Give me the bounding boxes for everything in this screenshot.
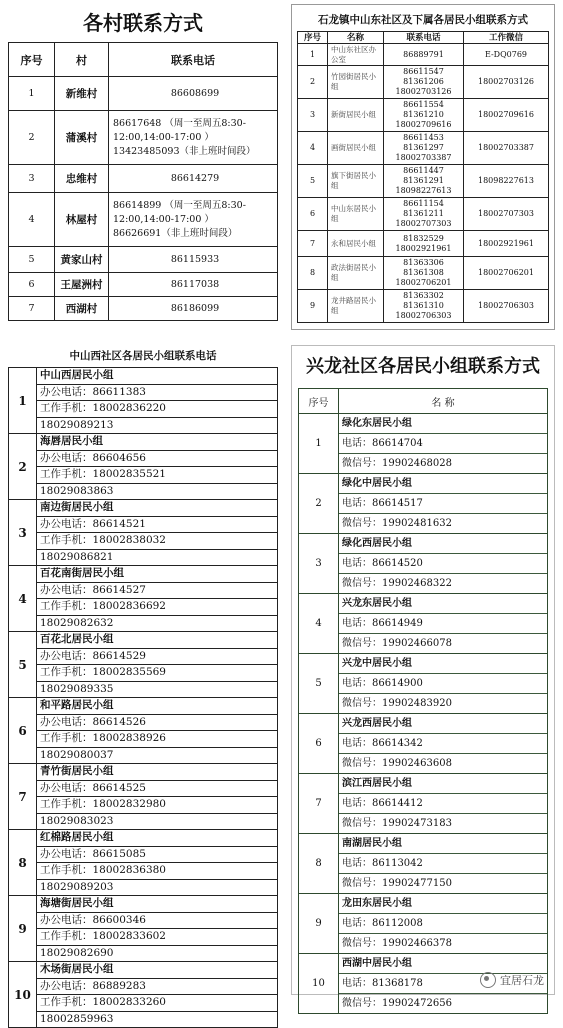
table-row bbox=[9, 896, 278, 962]
header-no: 序号 bbox=[298, 32, 328, 44]
table-row bbox=[298, 198, 549, 231]
work-mobile: 工作手机：18002836692 bbox=[37, 599, 277, 616]
phone-line: 86617648 （周一至周五8:30- bbox=[113, 117, 246, 129]
office-phone: 办公电话：86615085 bbox=[37, 847, 277, 864]
work-mobile: 工作手机：18002836220 bbox=[37, 401, 277, 418]
row-no: 1 bbox=[9, 368, 37, 434]
phone: 电话：86614900 bbox=[339, 674, 547, 694]
phone-line: 18002706201 bbox=[395, 278, 452, 287]
phone-line: 18002709616 bbox=[395, 120, 452, 129]
table-row bbox=[299, 774, 548, 834]
phone-line: 81361308 bbox=[403, 268, 444, 277]
row-name: 龙井路居民小组 bbox=[328, 290, 384, 323]
phone: 电话：86614412 bbox=[339, 794, 547, 814]
table-row bbox=[298, 257, 549, 290]
row-phone bbox=[109, 297, 278, 321]
phone-line: 12:00,14:00-17:00 ） bbox=[113, 213, 214, 225]
extra-phone: 18029089335 bbox=[40, 682, 114, 695]
watermark-text: 宜居石龙 bbox=[500, 974, 544, 987]
row-phones bbox=[384, 290, 464, 323]
row-phone bbox=[109, 247, 278, 273]
xinglong-table bbox=[298, 388, 548, 1014]
phone: 电话：86614520 bbox=[339, 554, 547, 574]
table-row bbox=[9, 247, 278, 273]
row-details bbox=[37, 962, 278, 1028]
row-phone bbox=[109, 165, 278, 193]
row-no: 7 bbox=[9, 297, 55, 321]
table-row bbox=[9, 632, 278, 698]
row-details bbox=[339, 714, 548, 774]
row-name: 永和居民小组 bbox=[328, 231, 384, 257]
phone-line: 18002703126 bbox=[395, 87, 452, 96]
row-details bbox=[37, 698, 278, 764]
phone-line: 86611547 bbox=[403, 67, 444, 76]
row-no: 6 bbox=[299, 714, 339, 774]
phone-line: 81361310 bbox=[403, 301, 444, 310]
row-wechat: 18002703387 bbox=[464, 132, 549, 165]
row-phones bbox=[384, 99, 464, 132]
work-mobile: 工作手机：18002836380 bbox=[37, 863, 277, 880]
row-no: 6 bbox=[298, 198, 328, 231]
header-no: 序号 bbox=[299, 389, 339, 414]
wechat-id: 微信号：19902483920 bbox=[342, 698, 452, 709]
phone: 电话：81368178 bbox=[339, 974, 547, 994]
group-name: 滨江西居民小组 bbox=[339, 774, 547, 794]
group-name: 海塘街居民小组 bbox=[37, 896, 277, 913]
group-name: 和平路居民小组 bbox=[37, 698, 277, 715]
office-phone: 办公电话：86614521 bbox=[37, 517, 277, 534]
phone-line: 86611447 bbox=[403, 166, 444, 175]
row-wechat: 18002707303 bbox=[464, 198, 549, 231]
group-name: 龙田东居民小组 bbox=[339, 894, 547, 914]
extra-phone: 18029083023 bbox=[40, 814, 114, 827]
wechat-id: 微信号：19902477150 bbox=[342, 878, 452, 889]
group-name: 兴龙东居民小组 bbox=[339, 594, 547, 614]
table-row bbox=[299, 534, 548, 594]
row-no: 4 bbox=[9, 566, 37, 632]
zhongshan-east-title: 石龙镇中山东社区及下属各居民小组联系方式 bbox=[318, 14, 528, 26]
table-row bbox=[299, 594, 548, 654]
row-wechat: 18002921961 bbox=[464, 231, 549, 257]
row-name: 新街居民小组 bbox=[328, 99, 384, 132]
row-no: 1 bbox=[299, 414, 339, 474]
phone-line: 12:00,14:00-17:00 ） bbox=[113, 131, 214, 143]
group-name: 百花南街居民小组 bbox=[37, 566, 277, 583]
village-contacts-title: 各村联系方式 bbox=[83, 11, 203, 35]
header-name: 名 称 bbox=[339, 389, 548, 414]
group-name: 绿化西居民小组 bbox=[339, 534, 547, 554]
table-row bbox=[299, 474, 548, 534]
row-no: 3 bbox=[299, 534, 339, 594]
row-no: 5 bbox=[9, 247, 55, 273]
xinglong-title: 兴龙社区各居民小组联系方式 bbox=[306, 356, 540, 377]
row-no: 4 bbox=[299, 594, 339, 654]
phone-line: 18002921961 bbox=[395, 243, 452, 253]
phone-line: 81363306 bbox=[403, 258, 444, 267]
office-phone: 办公电话：86614529 bbox=[37, 649, 277, 666]
row-no: 8 bbox=[299, 834, 339, 894]
phone-line: 86186099 bbox=[170, 302, 220, 314]
extra-phone: 18029089203 bbox=[40, 880, 114, 893]
row-phones bbox=[384, 132, 464, 165]
phone-line: 86611453 bbox=[403, 133, 444, 142]
phone-line: 81361291 bbox=[403, 176, 444, 185]
row-no: 8 bbox=[298, 257, 328, 290]
row-details bbox=[339, 654, 548, 714]
table-row bbox=[9, 830, 278, 896]
table-row bbox=[299, 414, 548, 474]
group-name: 西湖中居民小组 bbox=[339, 954, 547, 974]
row-details bbox=[37, 434, 278, 500]
phone-line: 81361297 bbox=[403, 143, 444, 152]
row-details bbox=[339, 534, 548, 594]
row-no: 5 bbox=[299, 654, 339, 714]
row-village: 王屋洲村 bbox=[55, 273, 109, 297]
row-phone bbox=[109, 77, 278, 111]
row-no: 7 bbox=[298, 231, 328, 257]
row-name: 中山东居民小组 bbox=[328, 198, 384, 231]
phone-line: 18098227613 bbox=[395, 186, 452, 195]
header-phone: 联系电话 bbox=[109, 43, 278, 77]
village-contacts-table bbox=[8, 42, 278, 321]
table-row bbox=[298, 165, 549, 198]
group-name: 绿化东居民小组 bbox=[339, 414, 547, 434]
group-name: 红棉路居民小组 bbox=[37, 830, 277, 847]
table-row bbox=[9, 77, 278, 111]
row-no: 3 bbox=[9, 500, 37, 566]
table-row bbox=[9, 764, 278, 830]
phone-line: 81361206 bbox=[403, 77, 444, 86]
table-row bbox=[9, 111, 278, 165]
phone-line: 86115933 bbox=[170, 253, 220, 265]
phone-line: 18002706303 bbox=[395, 311, 452, 320]
extra-phone: 18029082632 bbox=[40, 616, 114, 629]
table-row bbox=[9, 434, 278, 500]
group-name: 南湖居民小组 bbox=[339, 834, 547, 854]
phone-line: 81363302 bbox=[403, 291, 444, 300]
zhongshan-west-title: 中山西社区各居民小组联系电话 bbox=[69, 350, 217, 362]
table-row bbox=[298, 44, 549, 66]
row-no: 9 bbox=[9, 896, 37, 962]
row-no: 4 bbox=[9, 193, 55, 247]
row-details bbox=[37, 896, 278, 962]
phone-line: 18002703387 bbox=[395, 153, 452, 162]
wechat-account-icon bbox=[480, 972, 496, 988]
row-details bbox=[339, 594, 548, 654]
row-name: 竹园街居民小组 bbox=[328, 66, 384, 99]
row-village: 黄家山村 bbox=[55, 247, 109, 273]
phone-line: 86608699 bbox=[170, 87, 220, 99]
phone-line: 81361211 bbox=[403, 209, 444, 218]
wechat-id: 微信号：19902468028 bbox=[342, 458, 452, 469]
row-details bbox=[339, 774, 548, 834]
extra-phone: 18002859963 bbox=[40, 1012, 114, 1025]
row-no: 2 bbox=[9, 111, 55, 165]
header-name: 名称 bbox=[328, 32, 384, 44]
row-phones bbox=[384, 231, 464, 257]
row-no: 10 bbox=[9, 962, 37, 1028]
work-mobile: 工作手机：18002838032 bbox=[37, 533, 277, 550]
row-no: 3 bbox=[298, 99, 328, 132]
work-mobile: 工作手机：18002832980 bbox=[37, 797, 277, 814]
xinglong-panel bbox=[291, 345, 555, 1009]
row-details bbox=[339, 894, 548, 954]
row-wechat: E-DQ0769 bbox=[464, 44, 549, 66]
office-phone: 办公电话：86614527 bbox=[37, 583, 277, 600]
office-phone: 办公电话：86604656 bbox=[37, 451, 277, 468]
extra-phone: 18029080037 bbox=[40, 748, 114, 761]
row-phone bbox=[109, 193, 278, 247]
wechat-id: 微信号：19902466078 bbox=[342, 638, 452, 649]
row-phones bbox=[384, 198, 464, 231]
zhongshan-east-table bbox=[297, 31, 549, 323]
table-row bbox=[9, 273, 278, 297]
table-row bbox=[298, 99, 549, 132]
phone-line: 13423485093（非上班时间段） bbox=[113, 145, 256, 157]
wechat-id: 微信号：19902463608 bbox=[342, 758, 452, 769]
row-details bbox=[37, 368, 278, 434]
table-row bbox=[9, 368, 278, 434]
row-details bbox=[37, 830, 278, 896]
table-row bbox=[299, 894, 548, 954]
zhongshan-west-table bbox=[8, 367, 278, 1028]
group-name: 青竹街居民小组 bbox=[37, 764, 277, 781]
wechat-id: 微信号：19902472656 bbox=[342, 998, 452, 1009]
row-no: 9 bbox=[299, 894, 339, 954]
phone-line: 81832529 bbox=[403, 233, 444, 243]
row-details bbox=[339, 414, 548, 474]
watermark bbox=[480, 972, 544, 988]
table-row bbox=[299, 654, 548, 714]
row-name: 政法街居民小组 bbox=[328, 257, 384, 290]
work-mobile: 工作手机：18002833260 bbox=[37, 995, 277, 1012]
group-name: 兴龙西居民小组 bbox=[339, 714, 547, 734]
row-wechat: 18002706303 bbox=[464, 290, 549, 323]
header-village: 村 bbox=[55, 43, 109, 77]
phone: 电话：86614949 bbox=[339, 614, 547, 634]
row-wechat: 18098227613 bbox=[464, 165, 549, 198]
table-row bbox=[9, 297, 278, 321]
row-name: 中山东社区办公室 bbox=[328, 44, 384, 66]
phone-line: 86117038 bbox=[170, 278, 220, 290]
row-wechat: 18002706201 bbox=[464, 257, 549, 290]
row-no: 7 bbox=[9, 764, 37, 830]
extra-phone: 18029089213 bbox=[40, 418, 114, 431]
table-row bbox=[9, 500, 278, 566]
table-row bbox=[298, 290, 549, 323]
zhongshan-east-panel bbox=[291, 4, 555, 330]
row-phone bbox=[109, 273, 278, 297]
office-phone: 办公电话：86600346 bbox=[37, 913, 277, 930]
group-name: 海唇居民小组 bbox=[37, 434, 277, 451]
row-details bbox=[37, 632, 278, 698]
extra-phone: 18029082690 bbox=[40, 946, 114, 959]
table-row bbox=[9, 165, 278, 193]
phone: 电话：86614517 bbox=[339, 494, 547, 514]
phone: 电话：86113042 bbox=[339, 854, 547, 874]
group-name: 兴龙中居民小组 bbox=[339, 654, 547, 674]
row-details bbox=[339, 474, 548, 534]
phone-line: 86611154 bbox=[403, 199, 444, 208]
row-village: 林屋村 bbox=[55, 193, 109, 247]
row-name: 旗下街居民小组 bbox=[328, 165, 384, 198]
row-no: 5 bbox=[9, 632, 37, 698]
row-details bbox=[339, 834, 548, 894]
phone: 电话：86614704 bbox=[339, 434, 547, 454]
table-row bbox=[9, 962, 278, 1028]
extra-phone: 18029083863 bbox=[40, 484, 114, 497]
row-no: 8 bbox=[9, 830, 37, 896]
table-row bbox=[9, 698, 278, 764]
phone-line: 86611554 bbox=[403, 100, 444, 109]
phone: 电话：86112008 bbox=[339, 914, 547, 934]
row-no: 7 bbox=[299, 774, 339, 834]
row-no: 2 bbox=[299, 474, 339, 534]
row-wechat: 18002709616 bbox=[464, 99, 549, 132]
row-details bbox=[37, 566, 278, 632]
table-row bbox=[299, 834, 548, 894]
phone-line: 18002707303 bbox=[395, 219, 452, 228]
row-phones bbox=[384, 165, 464, 198]
row-no: 2 bbox=[9, 434, 37, 500]
office-phone: 办公电话：86614525 bbox=[37, 781, 277, 798]
work-mobile: 工作手机：18002835521 bbox=[37, 467, 277, 484]
table-row bbox=[9, 193, 278, 247]
row-no: 10 bbox=[299, 954, 339, 1014]
wechat-id: 微信号：19902473183 bbox=[342, 818, 452, 829]
header-no: 序号 bbox=[9, 43, 55, 77]
row-no: 2 bbox=[298, 66, 328, 99]
work-mobile: 工作手机：18002833602 bbox=[37, 929, 277, 946]
village-contacts-panel bbox=[8, 4, 278, 330]
row-no: 3 bbox=[9, 165, 55, 193]
row-village: 忠维村 bbox=[55, 165, 109, 193]
row-no: 6 bbox=[9, 698, 37, 764]
group-name: 百花北居民小组 bbox=[37, 632, 277, 649]
row-details bbox=[37, 500, 278, 566]
phone-line: 86614279 bbox=[170, 172, 220, 184]
row-no: 6 bbox=[9, 273, 55, 297]
table-row bbox=[298, 231, 549, 257]
row-village: 西湖村 bbox=[55, 297, 109, 321]
row-no: 1 bbox=[298, 44, 328, 66]
row-no: 9 bbox=[298, 290, 328, 323]
phone-line: 86889791 bbox=[403, 49, 444, 59]
row-phones bbox=[384, 44, 464, 66]
office-phone: 办公电话：86614526 bbox=[37, 715, 277, 732]
row-phones bbox=[384, 66, 464, 99]
row-phone bbox=[109, 111, 278, 165]
zhongshan-west-panel bbox=[8, 345, 278, 1025]
row-no: 1 bbox=[9, 77, 55, 111]
office-phone: 办公电话：86889283 bbox=[37, 979, 277, 996]
table-row bbox=[298, 66, 549, 99]
phone: 电话：86614342 bbox=[339, 734, 547, 754]
table-row bbox=[9, 566, 278, 632]
group-name: 中山西居民小组 bbox=[37, 368, 277, 385]
row-wechat: 18002703126 bbox=[464, 66, 549, 99]
row-details bbox=[37, 764, 278, 830]
group-name: 木场街居民小组 bbox=[37, 962, 277, 979]
phone-line: 86626691（非上班时间段） bbox=[113, 227, 238, 239]
table-row bbox=[299, 714, 548, 774]
row-no: 4 bbox=[298, 132, 328, 165]
row-no: 5 bbox=[298, 165, 328, 198]
table-row bbox=[298, 132, 549, 165]
extra-phone: 18029086821 bbox=[40, 550, 114, 563]
wechat-id: 微信号：19902481632 bbox=[342, 518, 452, 529]
row-village: 新维村 bbox=[55, 77, 109, 111]
office-phone: 办公电话：86611383 bbox=[37, 385, 277, 402]
phone-line: 86614899 （周一至周五8:30- bbox=[113, 199, 246, 211]
phone-line: 81361210 bbox=[403, 110, 444, 119]
row-name: 画街居民小组 bbox=[328, 132, 384, 165]
header-wechat: 工作微信 bbox=[464, 32, 549, 44]
group-name: 绿化中居民小组 bbox=[339, 474, 547, 494]
header-phone: 联系电话 bbox=[384, 32, 464, 44]
work-mobile: 工作手机：18002835569 bbox=[37, 665, 277, 682]
wechat-id: 微信号：19902468322 bbox=[342, 578, 452, 589]
group-name: 南边街居民小组 bbox=[37, 500, 277, 517]
work-mobile: 工作手机：18002838926 bbox=[37, 731, 277, 748]
row-village: 蒲溪村 bbox=[55, 111, 109, 165]
row-phones bbox=[384, 257, 464, 290]
wechat-id: 微信号：19902466378 bbox=[342, 938, 452, 949]
